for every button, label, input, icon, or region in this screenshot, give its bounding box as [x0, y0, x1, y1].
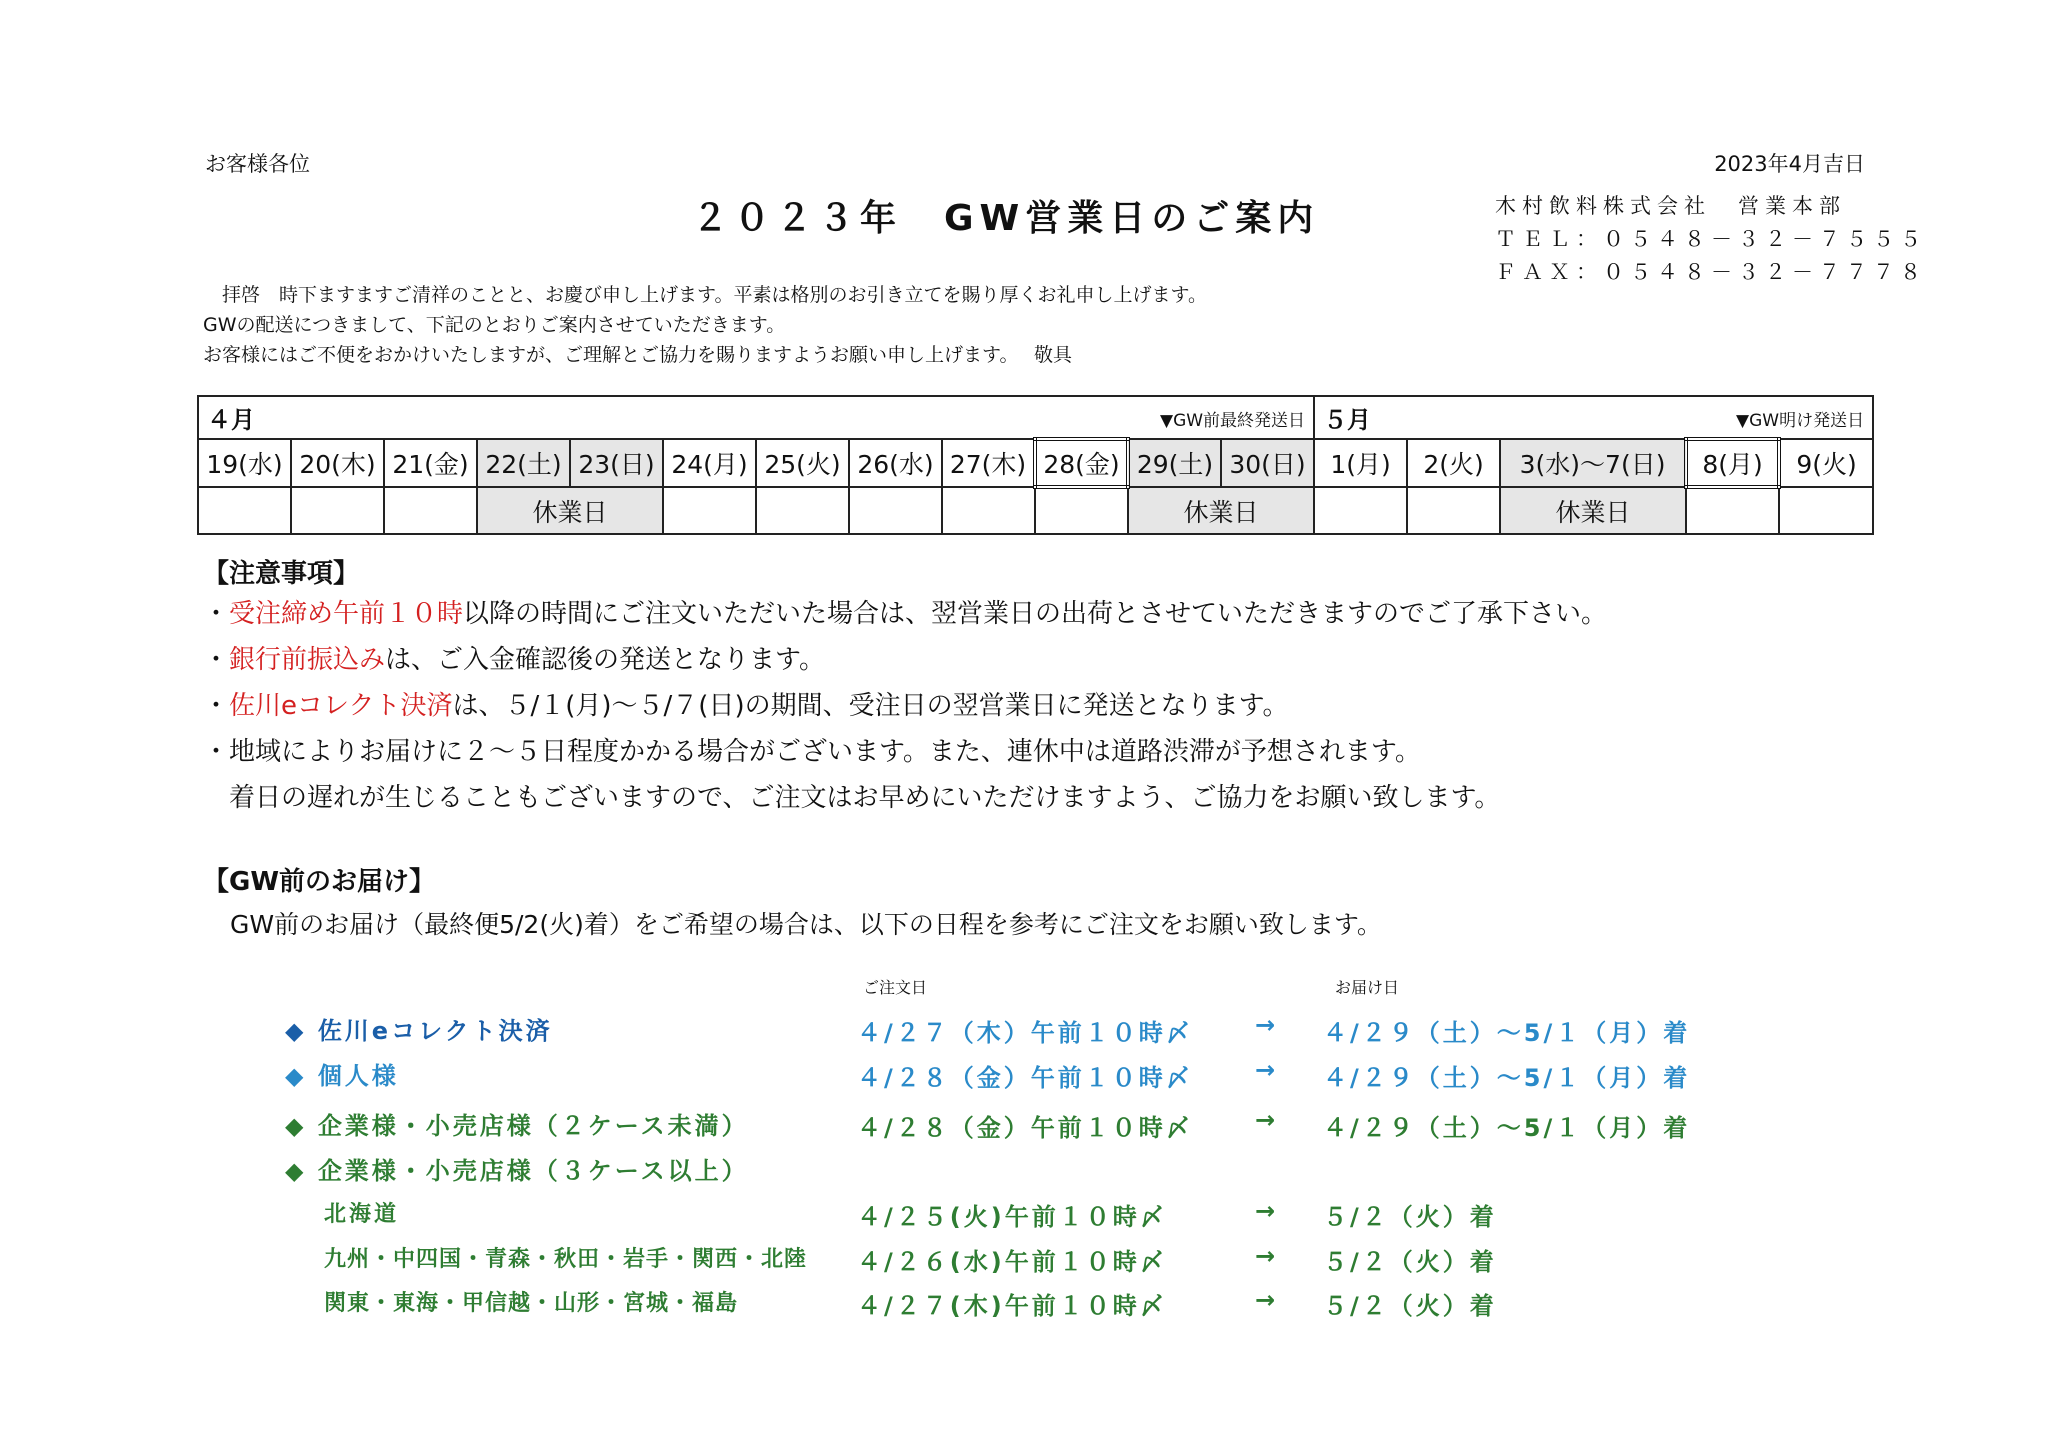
day-cell: 1(月) — [1314, 439, 1407, 487]
note-highlight: 銀行前振込み — [229, 645, 386, 675]
status-cell — [663, 487, 756, 534]
region-order: ４/２６(水)午前１０時〆 — [857, 1248, 1167, 1276]
april-label: ４月 — [207, 405, 255, 434]
day-cell: 30(日) — [1221, 439, 1314, 487]
region-delivery: ５/２（火）着 — [1323, 1203, 1497, 1231]
note-continuation: 着日の遅れが生じることもございますので、ご注文はお早めにいただけますよう、ご協力をお願い致します。 — [229, 783, 1501, 813]
region-order: ４/２７(木)午前１０時〆 — [857, 1292, 1167, 1320]
status-cell — [1407, 487, 1500, 534]
day-cell: 19(水) — [198, 439, 291, 487]
status-cell — [1686, 487, 1779, 534]
day-cell: 25(火) — [756, 439, 849, 487]
column-order-date: ご注文日 — [863, 978, 928, 997]
arrow-icon: → — [1255, 1056, 1279, 1084]
day-cell: 22(土) — [477, 439, 570, 487]
issue-date: 2023年4月吉日 — [1714, 152, 1865, 176]
status-cell — [291, 487, 384, 534]
month-header-may — [1314, 396, 1873, 439]
note-item: ・地域によりお届けに２〜５日程度かかる場合がございます。また、連休中は道路渋滞が予想されます。 — [203, 737, 1421, 767]
day-cell: 20(木) — [291, 439, 384, 487]
gw-intro: GW前のお届け（最終便5/2(火)着）をご希望の場合は、以下の日程を参考にご注文をお願い致します。 — [230, 910, 1382, 939]
day-cell: 3(水)〜7(日) — [1500, 439, 1686, 487]
status-cell — [756, 487, 849, 534]
schedule-order: ４/２８（金）午前１０時〆 — [857, 1064, 1193, 1092]
day-cell: 29(土) — [1128, 439, 1221, 487]
region-delivery: ５/２（火）着 — [1323, 1292, 1497, 1320]
greeting-line: GWの配送につきまして、下記のとおりご案内させていただきます。 — [203, 314, 786, 336]
status-cell — [198, 487, 291, 534]
notes-list — [203, 591, 1607, 821]
arrow-icon: → — [1255, 1011, 1279, 1039]
schedule-order: ４/２７（木）午前１０時〆 — [857, 1019, 1193, 1047]
holiday-cell: 休業日 — [477, 487, 663, 534]
day-cell: 27(木) — [942, 439, 1035, 487]
arrow-icon: → — [1255, 1286, 1279, 1314]
day-cell-resume-shipping: 8(月) — [1686, 439, 1779, 487]
region-label: 北海道 — [324, 1202, 400, 1227]
greeting-line: お客様にはご不便をおかけいたしますが、ご理解とご協力を賜りますようお願い申し上げます。 敬具 — [203, 344, 1073, 366]
status-cell — [1779, 487, 1873, 534]
last-shipping-note: ▼GW前最終発送日 — [1160, 411, 1306, 431]
region-delivery: ５/２（火）着 — [1323, 1248, 1497, 1276]
note-text: 地域によりお届けに２〜５日程度かかる場合がございます。また、連休中は道路渋滞が予想されます。 — [229, 737, 1421, 767]
region-label: 関東・東海・甲信越・山形・宮城・福島 — [324, 1291, 739, 1316]
status-cell — [849, 487, 942, 534]
company-tel: ＴＥＬ：０５４８－３２－７５５５ — [1495, 227, 1927, 251]
page-title: ２０２３年 GW営業日のご案内 — [692, 198, 1320, 239]
status-cell — [942, 487, 1035, 534]
day-cell: 23(日) — [570, 439, 663, 487]
note-highlight: 佐川eコレクト決済 — [229, 691, 453, 721]
note-item: ・佐川eコレクト決済は、５/１(月)〜５/７(日)の期間、受注日の翌営業日に発送となります。 — [203, 691, 1289, 721]
holiday-cell: 休業日 — [1500, 487, 1686, 534]
schedule-delivery: ４/２９（土）〜5/１（月）着 — [1323, 1019, 1691, 1047]
note-highlight: 受注締め午前１０時 — [229, 599, 464, 629]
status-cell — [384, 487, 477, 534]
greeting — [203, 280, 1207, 370]
day-cell: 24(月) — [663, 439, 756, 487]
arrow-icon: → — [1255, 1197, 1279, 1225]
region-label: 九州・中四国・青森・秋田・岩手・関西・北陸 — [324, 1247, 808, 1272]
note-text: は、５/１(月)〜５/７(日)の期間、受注日の翌営業日に発送となります。 — [452, 691, 1289, 721]
note-item: ・受注締め午前１０時以降の時間にご注文いただいた場合は、翌営業日の出荷とさせていただきますのでご了承下さい。 — [203, 599, 1608, 629]
schedule-order: ４/２８（金）午前１０時〆 — [857, 1114, 1193, 1142]
business-calendar — [197, 395, 1874, 535]
recipient: お客様各位 — [205, 152, 310, 176]
greeting-line: 拝啓 時下ますますご清祥のことと、お慶び申し上げます。平素は格別のお引き立てを賜り厚くお礼申し上げます。 — [203, 284, 1207, 306]
column-delivery-date: お届け日 — [1335, 978, 1400, 997]
may-label: ５月 — [1323, 405, 1372, 434]
resume-shipping-note: ▼GW明け発送日 — [1736, 411, 1865, 431]
schedule-delivery: ４/２９（土）〜5/１（月）着 — [1323, 1064, 1691, 1092]
note-text: 以降の時間にご注文いただいた場合は、翌営業日の出荷とさせていただきますのでご了承下さい。 — [463, 599, 1608, 629]
company-name: 木村飲料株式会社 営業本部 — [1495, 194, 1846, 218]
region-order: ４/２５(火)午前１０時〆 — [857, 1203, 1167, 1231]
day-cell: 21(金) — [384, 439, 477, 487]
notes-heading: 【注意事項】 — [203, 559, 360, 589]
holiday-cell: 休業日 — [1128, 487, 1314, 534]
schedule-label-business-large: ◆ 企業様・小売店様（３ケース以上） — [285, 1157, 749, 1185]
note-text: は、ご入金確認後の発送となります。 — [385, 645, 825, 675]
company-block — [1495, 190, 1927, 289]
arrow-icon: → — [1255, 1106, 1279, 1134]
day-cell: 2(火) — [1407, 439, 1500, 487]
month-header-april — [198, 396, 1314, 439]
schedule-label-business-small: ◆ 企業様・小売店様（２ケース未満） — [285, 1112, 749, 1140]
company-fax: ＦＡＸ：０５４８－３２－７７７８ — [1495, 260, 1927, 284]
schedule-label-sagawa: ◆ 佐川eコレクト決済 — [285, 1017, 553, 1045]
status-cell — [1314, 487, 1407, 534]
day-cell-last-shipping: 28(金) — [1035, 439, 1128, 487]
arrow-icon: → — [1255, 1242, 1279, 1270]
status-cell — [1035, 487, 1128, 534]
note-item: ・銀行前振込みは、ご入金確認後の発送となります。 — [203, 645, 825, 675]
schedule-delivery: ４/２９（土）〜5/１（月）着 — [1323, 1114, 1691, 1142]
day-cell: 9(火) — [1779, 439, 1873, 487]
schedule-label-individual: ◆ 個人様 — [285, 1062, 399, 1090]
gw-heading: 【GW前のお届け】 — [203, 867, 436, 897]
day-cell: 26(水) — [849, 439, 942, 487]
